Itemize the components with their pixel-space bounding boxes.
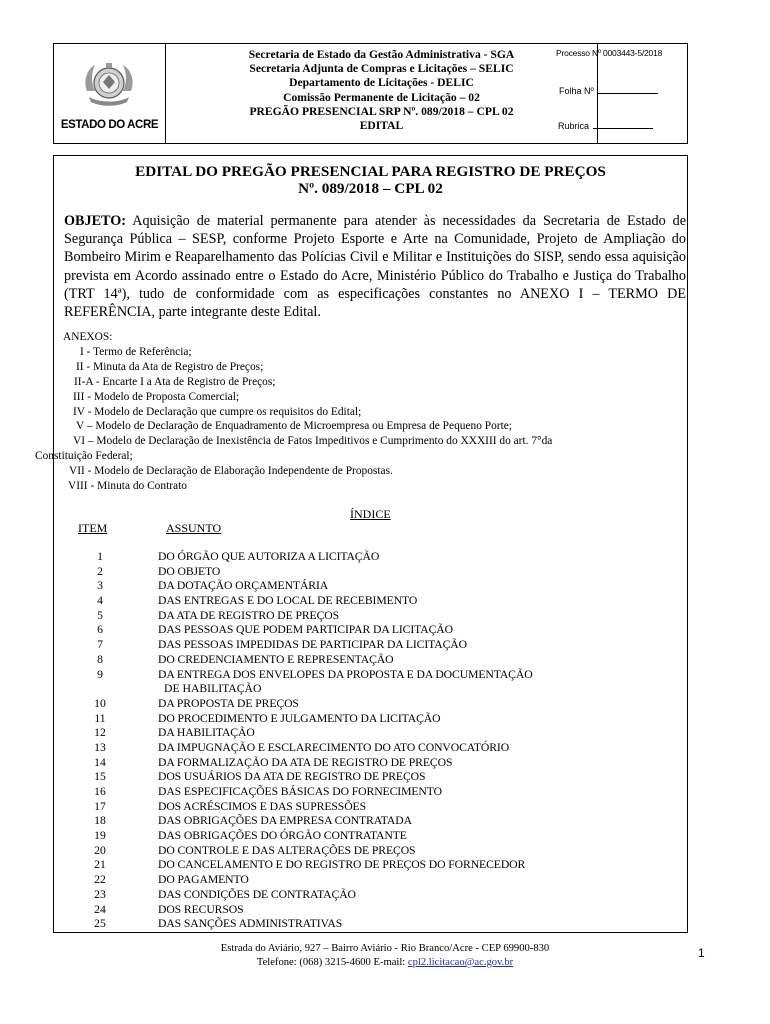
indice-item-number: 17 [94, 799, 106, 813]
indice-item-number: 11 [94, 711, 106, 725]
anexo-item: VII - Modelo de Declaração de Elaboração Independente de Propostas. [69, 465, 393, 478]
indice-item-subject: DAS OBRIGAÇÕES DA EMPRESA CONTRATADA [158, 814, 412, 828]
indice-item-subject: DA FORMALIZAÇÃO DA ATA DE REGISTRO DE PREÇOS [158, 755, 453, 769]
anexo-item: VI – Modelo de Declaração de Inexistência de Fatos Impeditivos e Cumprimento do XXXIII do art. 7°da [73, 435, 553, 448]
indice-item-number: 9 [97, 667, 103, 681]
indice-item-subject: DAS PESSOAS IMPEDIDAS DE PARTICIPAR DA LICITAÇÃO [158, 638, 467, 652]
rubrica-label: Rubrica [558, 121, 590, 131]
anexo-item: III - Modelo de Proposta Comercial; [73, 390, 240, 403]
indice-item-subject: DAS ESPECIFICAÇÕES BÁSICAS DO FORNECIMENTO [158, 785, 442, 798]
footer-phone: Telefone: (068) 3215-4600 E-mail: [256, 957, 408, 968]
header-line: Departamento de Licitações - DELIC [289, 76, 474, 90]
indice-item-continuation: DE HABILITAÇÃO [164, 682, 262, 696]
anexo-item: II-A - Encarte I a Ata de Registro de Preços; [74, 375, 276, 388]
indice-item-number: 14 [94, 755, 106, 769]
indice-item-number: 21 [94, 858, 106, 872]
indice-row [60, 785, 680, 800]
indice-item-subject: DO CREDENCIAMENTO E REPRESENTAÇÃO [158, 652, 394, 666]
anexo-item: VIII - Minuta do Contrato [68, 480, 187, 493]
indice-row [60, 770, 680, 785]
page-number: 1 [698, 946, 705, 960]
indice-row [60, 858, 680, 873]
indice-item-subject: DO CONTROLE E DAS ALTERAÇÕES DE PREÇOS [158, 843, 416, 857]
header-titles [166, 48, 597, 133]
indice-item-number: 5 [97, 608, 103, 622]
indice-item-subject: DAS CONDIÇÕES DE CONTRATAÇÃO [158, 887, 356, 901]
indice-row [60, 712, 680, 727]
coat-of-arms-icon [81, 57, 137, 113]
rubrica-blank [593, 120, 653, 129]
indice-row [60, 594, 680, 609]
indice-item-number: 8 [97, 652, 103, 666]
indice-row [60, 697, 680, 712]
header-line: Secretaria Adjunta de Compras e Licitações – SELIC [249, 62, 514, 76]
indice-row [60, 888, 680, 903]
indice-row [60, 623, 680, 638]
indice-col-item: ITEM [78, 521, 108, 535]
indice-item-subject: DOS RECURSOS [158, 902, 244, 916]
anexos-heading: ANEXOS: [63, 331, 113, 343]
indice-row [60, 668, 680, 683]
indice-item-subject: DO OBJETO [158, 564, 221, 578]
indice-row [60, 844, 680, 859]
state-label: ESTADO DO ACRE [60, 119, 159, 131]
indice-item-number: 2 [97, 564, 103, 578]
indice-item-number: 20 [94, 843, 106, 857]
indice-item-subject: DAS PESSOAS QUE PODEM PARTICIPAR DA LICITAÇÃO [158, 623, 453, 637]
indice-item-subject: DA ENTREGA DOS ENVELOPES DA PROPOSTA E DA DOCUMENTAÇÃO [158, 667, 533, 681]
indice-item-subject: DA ATA DE REGISTRO DE PREÇOS [158, 608, 340, 622]
indice-row [60, 829, 680, 844]
indice-item-number: 12 [94, 726, 106, 740]
indice-item-subject: DOS USUÁRIOS DA ATA DE REGISTRO DE PREÇOS [158, 770, 426, 784]
indice-item-subject: DO CANCELAMENTO E DO REGISTRO DE PREÇOS DO FORNECEDOR [158, 858, 526, 872]
indice-row [60, 550, 680, 565]
indice-item-number: 10 [94, 696, 106, 710]
footer-email-link[interactable]: cpl2.licitacao@ac.gov.br [407, 957, 514, 968]
header-line: EDITAL [359, 119, 404, 133]
header-line: Secretaria de Estado da Gestão Administrativa - SGA [248, 48, 515, 61]
header-line: Comissão Permanente de Licitação – 02 [283, 90, 480, 104]
indice-item-number: 7 [97, 638, 103, 652]
indice-item-subject: DA HABILITAÇÃO [158, 726, 255, 740]
indice-item-number: 3 [97, 579, 103, 593]
indice-row [60, 579, 680, 594]
indice-item-number: 1 [97, 550, 103, 563]
indice-item-number: 16 [94, 785, 106, 798]
rubrica-field [558, 120, 653, 131]
indice-title: ÍNDICE [350, 507, 391, 521]
indice-row [60, 800, 680, 815]
indice-item-number: 6 [97, 623, 103, 637]
indice-col-assunto: ASSUNTO [166, 521, 222, 535]
anexo-item: Constituição Federal; [35, 450, 133, 463]
indice-item-number: 18 [94, 814, 106, 828]
indice-table [60, 550, 680, 932]
indice-item-subject: DO PAGAMENTO [158, 873, 249, 887]
objeto-label: OBJETO: [64, 213, 127, 229]
anexo-item: II - Minuta da Ata de Registro de Preços; [76, 360, 264, 373]
indice-item-subject: DO PROCEDIMENTO E JULGAMENTO DA LICITAÇÃO [158, 711, 441, 725]
indice-item-number: 25 [94, 917, 106, 931]
indice-row [60, 653, 680, 668]
footer-address: Estrada do Aviário, 927 – Bairro Aviário - Rio Branco/Acre - CEP 69900-830 [220, 943, 550, 954]
indice-item-number: 15 [94, 770, 106, 784]
indice-row [60, 756, 680, 771]
processo-number: Processo Nº 0003443-5/2018 [556, 48, 663, 58]
indice-row [60, 903, 680, 918]
objeto-text: Aquisição de material permanente para atender às necessidades da Secretaria de Estado de Segurança Pública – SESP, conforme Projeto Esporte e Arte na Comunidade, Projeto de Ampliação do Bombeiro Mirim e Reaparelhamento das Polícias Civil e Militar e Instituições do SISP, sendo essa aquisição prevista em Acordo assinado entre o Estado do Acre, Ministério Público do Trabalho e Justiça do Trabalho (TRT 14ª), tudo de conformidade com as especificações constantes no ANEXO I – TERMO DE REFERÊNCIA, parte integrante deste Edital. [64, 213, 687, 321]
indice-item-number: 13 [94, 740, 106, 754]
indice-item-number: 22 [94, 873, 106, 887]
indice-item-number: 23 [94, 887, 106, 901]
indice-row [60, 638, 680, 653]
edital-title: EDITAL DO PREGÃO PRESENCIAL PARA REGISTRO DE PREÇOS [135, 163, 606, 180]
indice-item-subject: DA DOTAÇÃO ORÇAMENTÁRIA [158, 579, 329, 593]
indice-row [60, 609, 680, 624]
indice-item-subject: DAS ENTREGAS E DO LOCAL DE RECEBIMENTO [158, 594, 418, 608]
objeto-paragraph [64, 212, 686, 321]
anexo-item: V – Modelo de Declaração de Enquadramento de Microempresa ou Empresa de Pequeno Porte; [76, 420, 512, 433]
indice-row [60, 814, 680, 829]
header-emblem-cell [54, 44, 166, 143]
header-line: PREGÃO PRESENCIAL SRP Nº. 089/2018 – CPL 02 [249, 104, 514, 118]
indice-item-subject: DA IMPUGNAÇÃO E ESCLARECIMENTO DO ATO CONVOCATÓRIO [158, 740, 510, 754]
indice-row [60, 873, 680, 888]
indice-item-subject: DO ÓRGÃO QUE AUTORIZA A LICITAÇÃO [158, 550, 380, 563]
anexo-item: I - Termo de Referência; [80, 345, 192, 358]
indice-item-subject: DAS SANÇÕES ADMINISTRATIVAS [158, 917, 343, 931]
indice-row [60, 917, 680, 932]
indice-item-number: 19 [94, 829, 106, 843]
indice-item-subject: DA PROPOSTA DE PREÇOS [158, 696, 299, 710]
anexo-item: IV - Modelo de Declaração que cumpre os requisitos do Edital; [73, 405, 362, 418]
folha-label: Folha Nº [559, 86, 594, 96]
anexos-list [35, 330, 683, 494]
indice-row [60, 726, 680, 741]
indice-item-subject: DAS OBRIGAÇÕES DO ÓRGÃO CONTRATANTE [158, 829, 407, 843]
edital-number: Nº. 089/2018 – CPL 02 [298, 180, 443, 197]
indice-row [60, 565, 680, 580]
folha-blank [598, 85, 658, 94]
indice-item-number: 4 [97, 594, 103, 608]
indice-item-number: 24 [94, 902, 106, 916]
folha-field [559, 85, 658, 96]
indice-item-subject: DOS ACRÉSCIMOS E DAS SUPRESSÕES [158, 799, 366, 813]
footer-contact [0, 957, 770, 968]
indice-row [60, 741, 680, 756]
